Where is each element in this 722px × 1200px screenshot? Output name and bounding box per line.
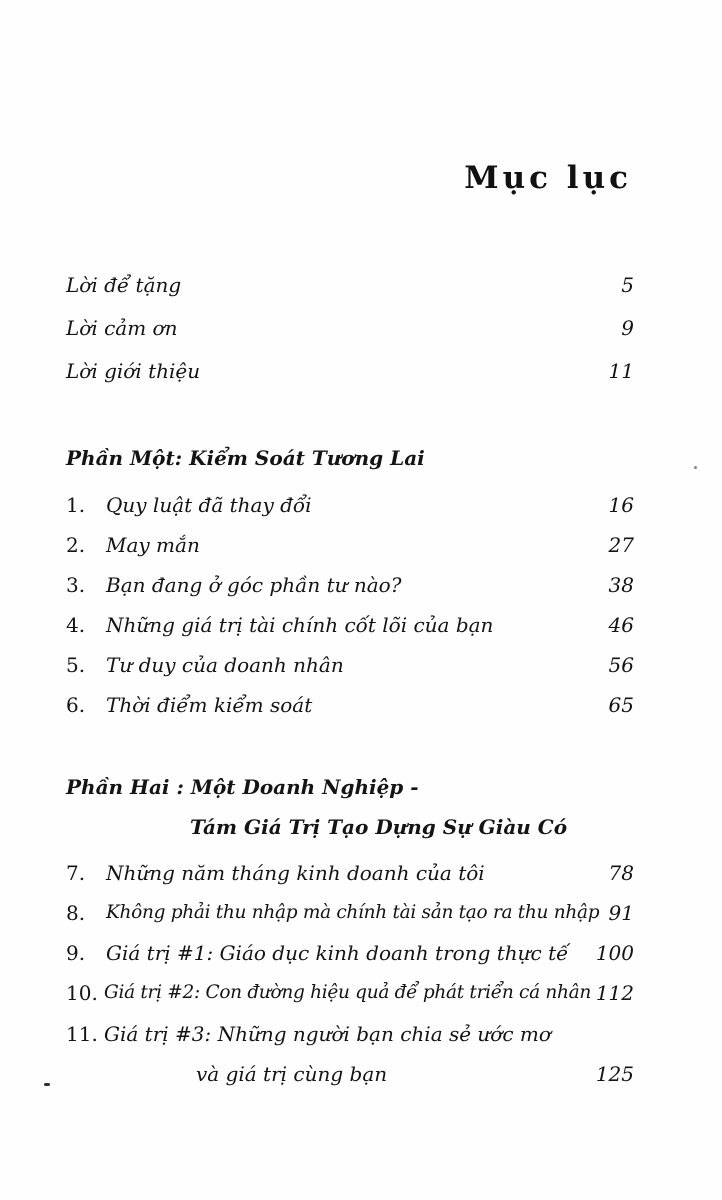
- toc-entry-chapter-4[interactable]: [66, 610, 634, 640]
- entry-text: Giá trị #1: Giáo dục kinh doanh trong thực tế: [106, 941, 569, 965]
- entry-text: Không phải thu nhập mà chính tài sản tạo ra thu nhập: [106, 902, 600, 923]
- part-heading-two-line1: Phần Hai : Một Doanh Nghiệp -: [66, 775, 419, 799]
- entry-page: 78: [608, 861, 634, 885]
- entry-page: 112: [595, 981, 634, 1005]
- chapter-number: 6.: [66, 693, 86, 717]
- toc-entry-acknowledgements[interactable]: [66, 313, 634, 343]
- toc-entry-chapter-11[interactable]: [66, 1019, 634, 1049]
- part-heading-one: Phần Một: Kiểm Soát Tương Lai: [66, 446, 425, 470]
- toc-entry-chapter-8[interactable]: [66, 898, 634, 928]
- toc-entry-chapter-10[interactable]: [66, 978, 634, 1008]
- ink-dot: [694, 466, 697, 469]
- entry-text: Tư duy của doanh nhân: [106, 653, 344, 677]
- entry-page: 65: [608, 693, 634, 717]
- entry-page: 38: [608, 573, 634, 597]
- entry-text: Lời giới thiệu: [66, 359, 201, 383]
- chapter-number: 1.: [66, 493, 86, 517]
- entry-text: Giá trị #3: Những người bạn chia sẻ ước mơ: [104, 1022, 551, 1046]
- entry-text: Những năm tháng kinh doanh của tôi: [106, 861, 485, 885]
- toc-entry-dedication[interactable]: [66, 270, 634, 300]
- toc-entry-chapter-11-continuation[interactable]: [66, 1059, 634, 1089]
- toc-entry-chapter-9[interactable]: [66, 938, 634, 968]
- chapter-number: 3.: [66, 573, 86, 597]
- entry-text: Quy luật đã thay đổi: [106, 493, 312, 517]
- entry-page: 16: [608, 493, 634, 517]
- chapter-number: 9.: [66, 941, 86, 965]
- chapter-number: 5.: [66, 653, 86, 677]
- entry-page: 100: [595, 941, 634, 965]
- chapter-number: 2.: [66, 533, 86, 557]
- entry-text: Lời cảm ơn: [66, 316, 178, 340]
- ink-speck: [44, 1083, 50, 1086]
- entry-page: 46: [608, 613, 634, 637]
- entry-text: Bạn đang ở góc phần tư nào?: [106, 573, 402, 597]
- chapter-number: 8.: [66, 901, 86, 925]
- toc-entry-chapter-7[interactable]: [66, 858, 634, 888]
- entry-page: 27: [608, 533, 634, 557]
- chapter-number: 10.: [66, 981, 98, 1005]
- toc-entry-chapter-3[interactable]: [66, 570, 634, 600]
- part-heading-two-line2: Tám Giá Trị Tạo Dựng Sự Giàu Có: [190, 815, 568, 839]
- chapter-number: 11.: [66, 1022, 98, 1046]
- chapter-number: 7.: [66, 861, 86, 885]
- entry-page: 5: [621, 273, 634, 297]
- entry-page: 56: [608, 653, 634, 677]
- entry-text: Giá trị #2: Con đường hiệu quả để phát triển cá nhân: [104, 982, 591, 1003]
- entry-page: 91: [608, 901, 634, 925]
- entry-page: 11: [608, 359, 634, 383]
- toc-entry-introduction[interactable]: [66, 356, 634, 386]
- entry-text: Lời để tặng: [66, 273, 182, 297]
- entry-page: 125: [595, 1062, 634, 1086]
- toc-entry-chapter-2[interactable]: [66, 530, 634, 560]
- entry-page: 9: [621, 316, 634, 340]
- toc-entry-chapter-1[interactable]: [66, 490, 634, 520]
- entry-text: Thời điểm kiểm soát: [106, 693, 313, 717]
- entry-text: Những giá trị tài chính cốt lõi của bạn: [106, 613, 494, 637]
- chapter-number: 4.: [66, 613, 86, 637]
- toc-entry-chapter-6[interactable]: [66, 690, 634, 720]
- entry-text: và giá trị cùng bạn: [196, 1062, 388, 1086]
- entry-text: May mắn: [106, 533, 200, 557]
- page-title: Mục lục: [464, 160, 632, 196]
- toc-entry-chapter-5[interactable]: [66, 650, 634, 680]
